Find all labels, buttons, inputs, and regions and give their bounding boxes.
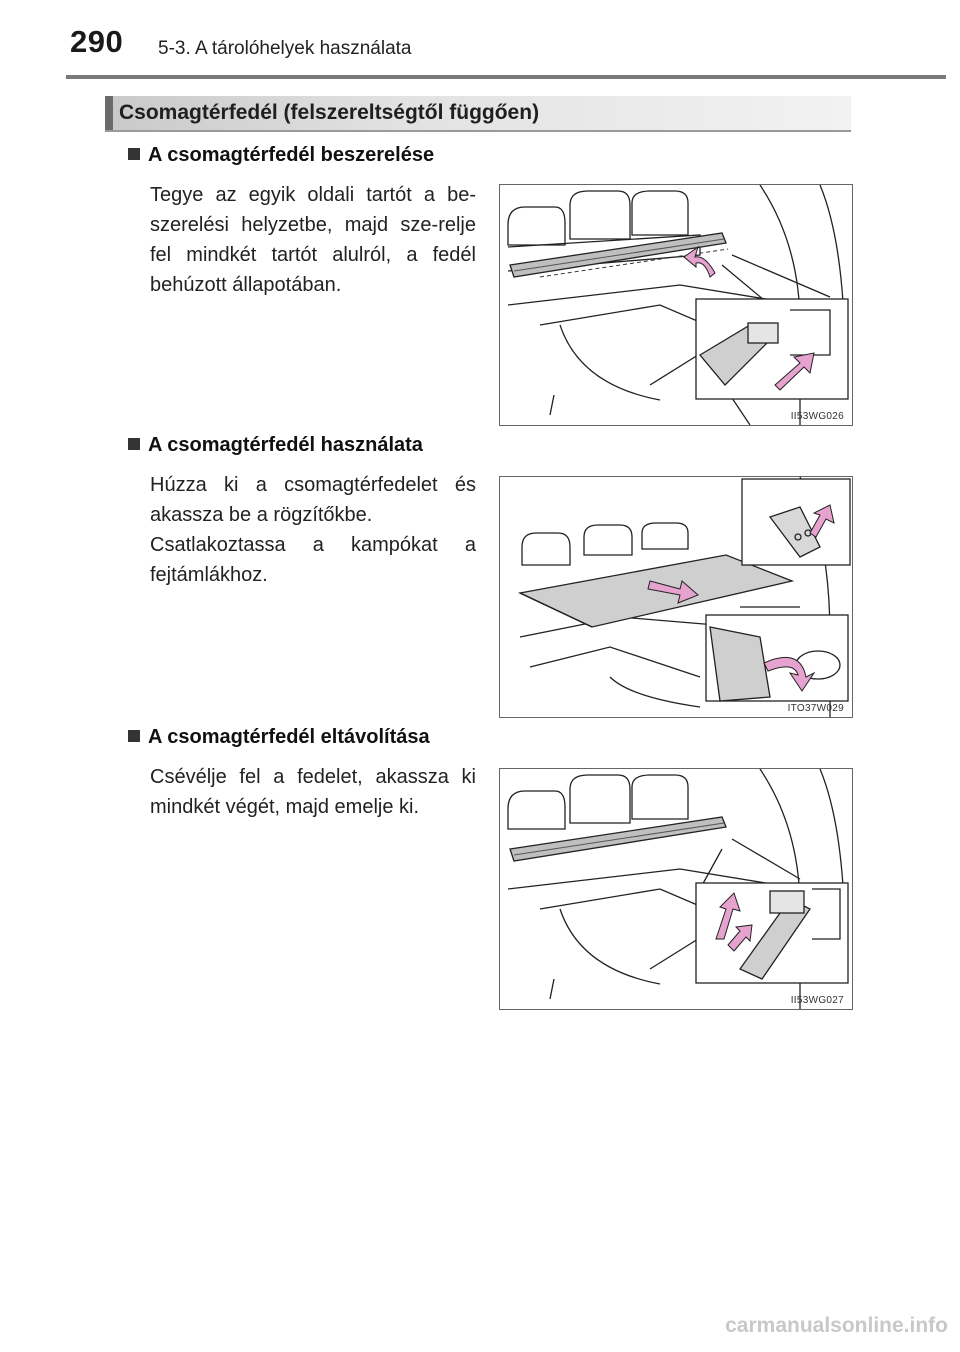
install-text: Tegye az egyik oldali tartót a be-szerelési helyzetbe, majd sze-relje fel mindkét tartót alulról, a fedél behúzott állapotában. [150, 184, 476, 296]
use-text-2: Csatlakoztassa a kampókat a fejtámlákhoz. [150, 534, 476, 586]
figure-code: II53WG026 [790, 411, 844, 422]
install-illustration [500, 185, 852, 425]
subheading-use-label: A csomagtérfedél használata [148, 434, 423, 456]
subheading-remove-label: A csomagtérfedél eltávolítása [148, 726, 430, 748]
bullet-square-icon [128, 730, 140, 742]
figure-install [499, 184, 853, 426]
section-header [105, 96, 851, 132]
figure-code: ITO37W029 [787, 703, 844, 714]
figure-remove [499, 768, 853, 1010]
figure-use [499, 476, 853, 718]
section-title: Csomagtérfedél (felszereltségtől függően) [119, 101, 540, 124]
watermark: carmanualsonline.info [725, 1314, 948, 1337]
subheading-use [128, 434, 423, 457]
bullet-square-icon [128, 148, 140, 160]
remove-text: Csévélje fel a fedelet, akassza ki mindkét végét, majd emelje ki. [150, 766, 476, 818]
page-number: 290 [70, 24, 124, 59]
subheading-install [128, 144, 434, 167]
use-text-1: Húzza ki a csomagtérfedelet és akassza be a rögzítőkbe. [150, 474, 476, 526]
remove-illustration [500, 769, 852, 1009]
use-illustration [500, 477, 852, 717]
subheading-install-label: A csomagtérfedél beszerelése [148, 144, 435, 166]
subheading-remove [128, 726, 430, 749]
figure-code: II53WG027 [790, 995, 844, 1006]
bullet-square-icon [128, 438, 140, 450]
header-divider [66, 75, 946, 79]
chapter-title: 5-3. A tárolóhelyek használata [158, 38, 412, 59]
section-header-bar [105, 96, 113, 130]
